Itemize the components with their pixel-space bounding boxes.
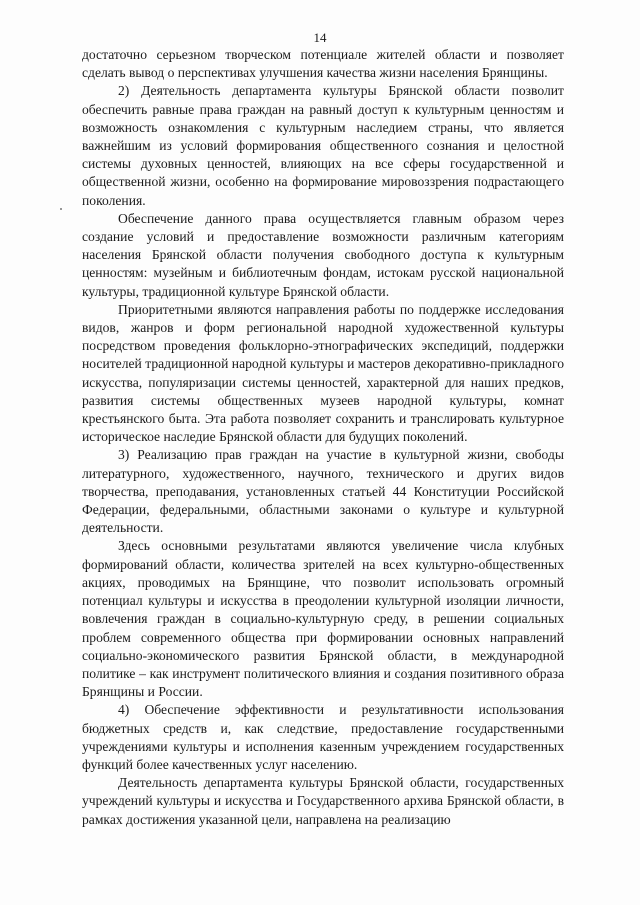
paragraph-results: Здесь основными результатами являются увеличение числа клубных формирований области, количества зрителей на всех культурно-общественных акциях, проводимых на Брянщине, что позволит использовать огромный потенциал культуры и искусства в преодолении культурной изоляции личности, вовлечения граждан в социально-культурную среду, в решении социальных проблем современного общества при формировании основных направлений социально-экономического развития Брянской области, в международной политике – как инструмент политического влияния и создания позитивного образа Брянщины и России. — [82, 538, 564, 700]
paragraph-access-rights: Обеспечение данного права осуществляется главным образом через создание условий и предоставление возможности различным категориям населения Брянской области получения свободного доступа к культурным ценностям: музейным и библиотечным фондам, истокам русской национальной культуры, традиционной культуре Брянской области. — [82, 210, 564, 299]
paragraph-department-activity: Деятельность департамента культуры Брянской области, государственных учреждений культуры и искусства и Государственного архива Брянской области, в рамках достижения указанной цели, направлена на реализацию — [82, 775, 564, 827]
paragraph-item-4: 4) Обеспечение эффективности и результативности использования бюджетных средств и, как следствие, предоставление государственными учреждениями культуры и исполнения казенным учреждением государственных функций более качественных услуг населению. — [82, 702, 564, 772]
paragraph-item-3: 3) Реализацию прав граждан на участие в культурной жизни, свободы литературного, художественного, научного, технического и других видов творчества, преподавания, установленных статьей 44 Конституции Российской Федерации, федеральными, областными законами о культуре и культурной деятельности. — [82, 447, 564, 536]
page-number: 14 — [313, 30, 327, 45]
paragraph-priorities: Приоритетными являются направления работы по поддержке исследования видов, жанров и форм региональной народной художественной культуры посредством проведения фольклорно-этнографических экспедиций, поддержки носителей традиционной народной культуры и мастеров декоративно-прикладного искусства, популяризации системы ценностей, характерной для наших предков, развития системы общественных музеев народной культуры, комнат крестьянского быта. Эта работа позволяет сохранить и транслировать культурное историческое наследие Брянской области для будущих поколений. — [82, 301, 564, 445]
paragraph-continuation: достаточно серьезном творческом потенциале жителей области и позволяет сделать вывод о перспективах улучшения качества жизни населения Брянщины. — [82, 47, 564, 81]
margin-mark — [60, 208, 62, 210]
document-body — [82, 46, 564, 829]
paragraph-item-2: 2) Деятельность департамента культуры Брянской области позволит обеспечить равные права граждан на равный доступ к культурным ценностям и возможность ознакомления с культурным наследием страны, что является важнейшим из условий формирования общественного сознания и целостной системы духовных ценностей, влияющих на все сферы государственной и общественной жизни, особенно на формирование мировоззрения подрастающего поколения. — [82, 83, 564, 208]
